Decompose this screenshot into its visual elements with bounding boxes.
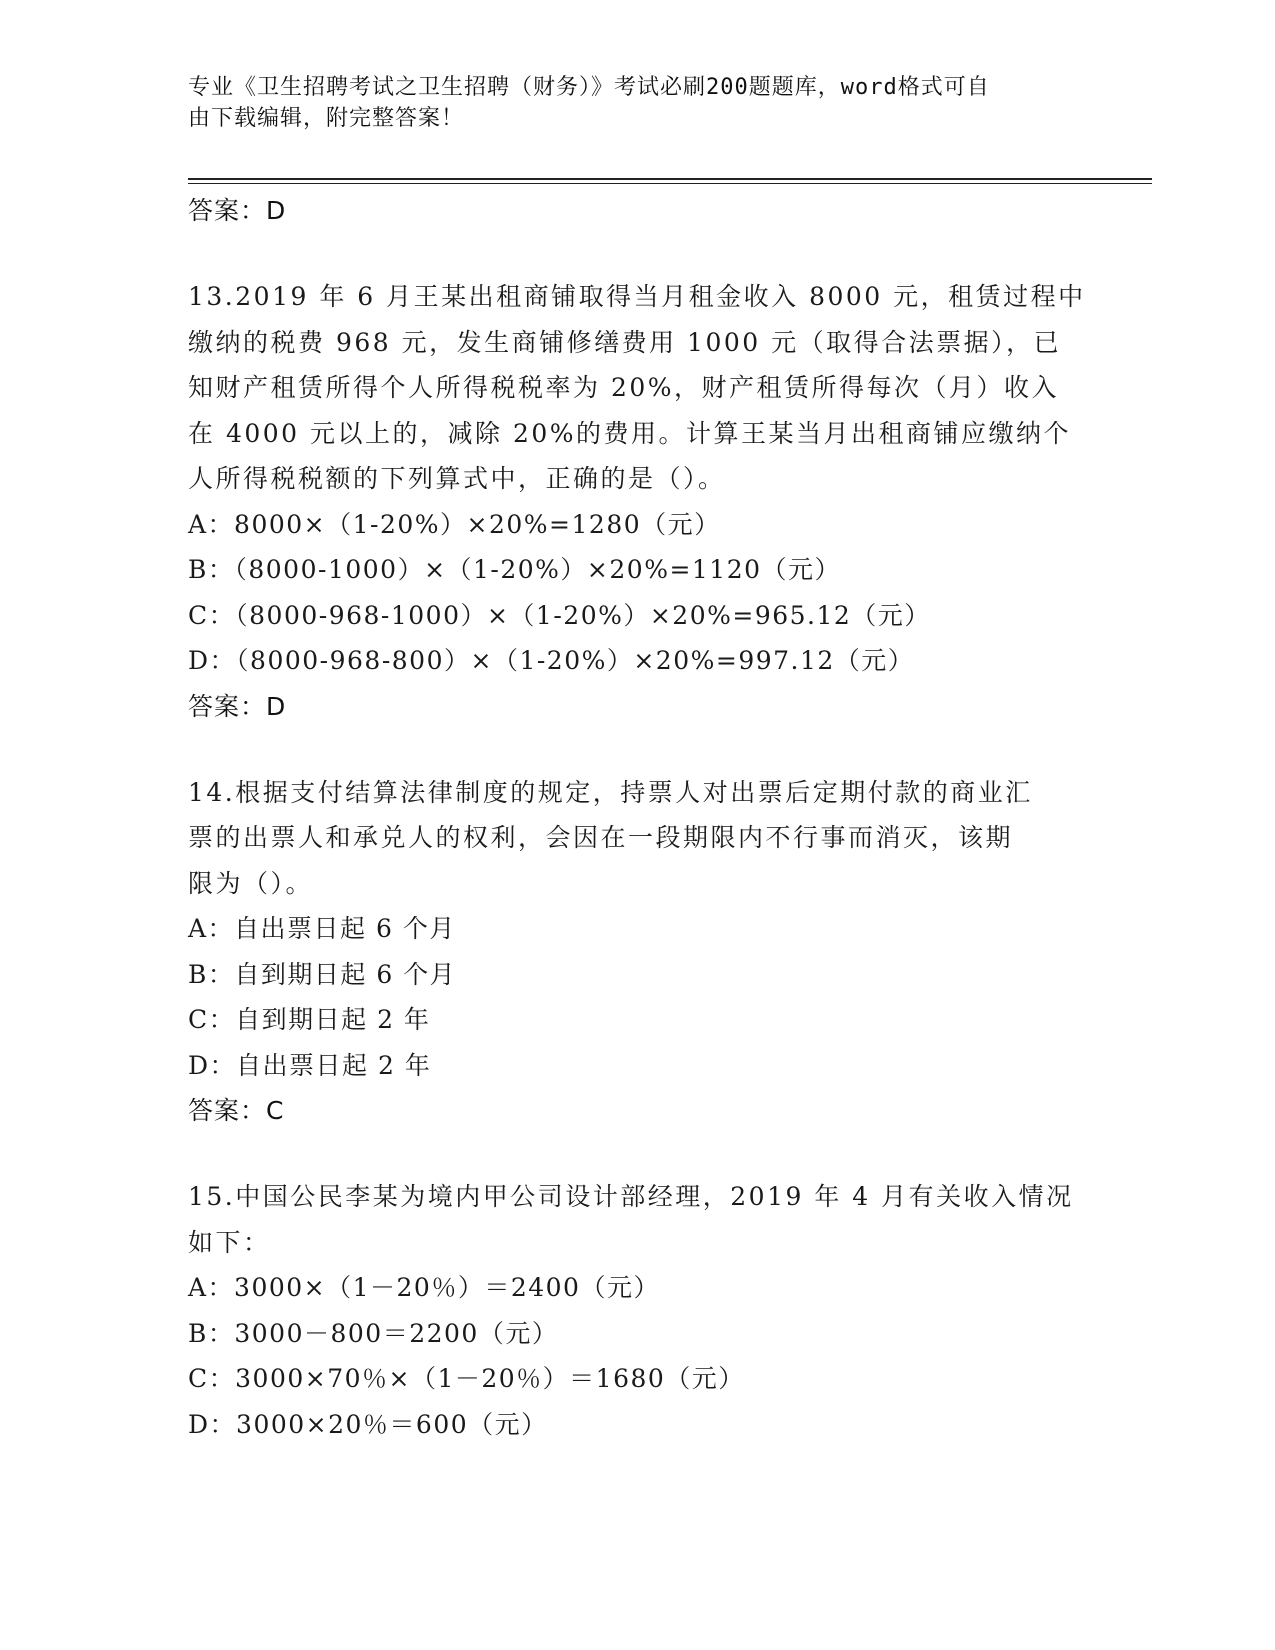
option-d: D：3000×20％＝600（元） xyxy=(188,1409,548,1439)
spacer xyxy=(188,234,1088,274)
option-d: D：自出票日起 2 年 xyxy=(188,1050,432,1080)
option-c: C：自到期日起 2 年 xyxy=(188,1005,431,1034)
header-line-2: 由下载编辑，附完整答案！ xyxy=(188,106,465,131)
question-answer: 答案：D xyxy=(188,691,287,721)
spacer xyxy=(188,1134,1088,1174)
header-rule-thin xyxy=(188,183,1152,184)
option-b: B：（8000-1000）×（1-20%）×20%=1120（元） xyxy=(188,555,842,584)
question-text-line: 人所得税税额的下列算式中，正确的是（）。 xyxy=(188,464,726,493)
option-d: D：（8000-968-800）×（1-20%）×20%=997.12（元） xyxy=(188,646,915,675)
question-answer: 答案：C xyxy=(188,1096,285,1125)
question-text-line: 票的出票人和承兑人的权利，会因在一段期限内不行事而消灭，该期 xyxy=(188,823,1014,852)
spacer xyxy=(188,730,1088,770)
question-text-line: 知财产租赁所得个人所得税税率为 20%，财产租赁所得每次（月）收入 xyxy=(188,373,1060,402)
header-line-1: 专业《卫生招聘考试之卫生招聘（财务）》考试必刷200题题库，word格式可自 xyxy=(188,75,990,100)
question-text-line: 15.中国公民李某为境内甲公司设计部经理，2019 年 4 月有关收入情况 xyxy=(188,1182,1074,1211)
question-text-line: 13.2019 年 6 月王某出租商铺取得当月租金收入 8000 元，租赁过程中 xyxy=(188,282,1086,311)
page-header xyxy=(188,72,1068,134)
header-rule-thick xyxy=(188,178,1152,180)
option-b: B：3000－800＝2200（元） xyxy=(188,1318,559,1348)
question-text-line: 在 4000 元以上的，减除 20%的费用。计算王某当月出租商铺应缴纳个 xyxy=(188,418,1072,448)
option-a: A：3000×（1－20％）＝2400（元） xyxy=(188,1273,660,1302)
question-13 xyxy=(188,274,1088,730)
option-b: B：自到期日起 6 个月 xyxy=(188,959,457,989)
question-text-line: 限为（）。 xyxy=(188,868,314,898)
option-a: A：8000×（1-20%）×20%=1280（元） xyxy=(188,509,721,539)
option-c: C：3000×70％×（1－20％）＝1680（元） xyxy=(188,1364,745,1393)
question-text-line: 缴纳的税费 968 元，发生商铺修缮费用 1000 元（取得合法票据），已 xyxy=(188,327,1062,357)
question-15 xyxy=(188,1174,1088,1447)
question-14 xyxy=(188,770,1088,1135)
option-c: C：（8000-968-1000）×（1-20%）×20%=965.12（元） xyxy=(188,600,931,630)
previous-question-answer: 答案：D xyxy=(188,196,287,225)
question-text-line: 如下： xyxy=(188,1227,271,1257)
question-text-line: 14.根据支付结算法律制度的规定，持票人对出票后定期付款的商业汇 xyxy=(188,777,1033,807)
document-body xyxy=(188,188,1088,1447)
option-a: A：自出票日起 6 个月 xyxy=(188,914,456,943)
